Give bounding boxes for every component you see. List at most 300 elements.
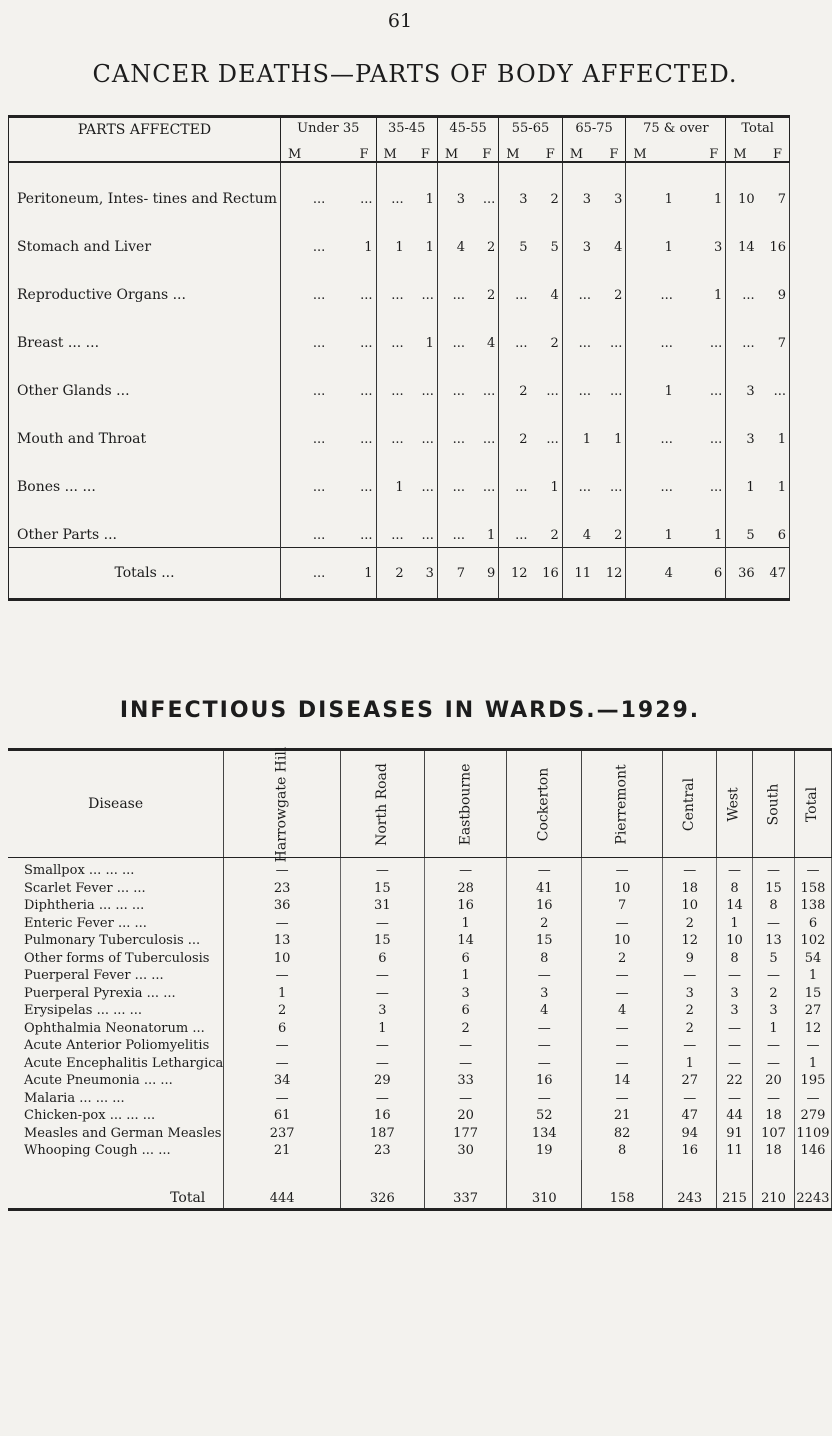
cancer-cell: 1 — [395, 240, 404, 255]
disease-cell: 13 — [224, 932, 341, 950]
disease-cell: — — [340, 985, 424, 1003]
disease-cell: 6 — [424, 1002, 507, 1020]
ward-total-cell: 337 — [424, 1160, 507, 1210]
disease-cell: — — [663, 1090, 717, 1108]
disease-cell: 16 — [424, 897, 507, 915]
disease-cell: 11 — [717, 1142, 752, 1160]
cancer-deaths-table — [8, 115, 790, 601]
disease-cell: 15 — [752, 880, 795, 898]
disease-cell: 3 — [340, 1002, 424, 1020]
disease-cell: — — [507, 1020, 582, 1038]
disease-cell: 15 — [507, 932, 582, 950]
disease-row — [8, 1020, 831, 1038]
cancer-row — [9, 259, 790, 307]
ward-name: North Road — [373, 762, 390, 846]
cancer-cell: 9 — [758, 259, 790, 307]
age-group-label: 35-45 — [387, 121, 426, 136]
infectious-totals-row — [8, 1160, 831, 1210]
infectious-table-body — [8, 858, 831, 1160]
cancer-row-label: Breast ... ... — [9, 307, 281, 355]
disease-label: Malaria ... ... ... — [8, 1090, 224, 1108]
cancer-cell: ... — [407, 355, 438, 403]
disease-cell: 12 — [795, 1020, 831, 1038]
cancer-cell: 14 — [738, 240, 755, 255]
cancer-cell: ... — [328, 403, 376, 451]
cancer-cell: ... — [312, 432, 326, 447]
cancer-cell: 5 — [531, 211, 563, 259]
cancer-table-header — [9, 117, 790, 163]
cancer-cell: ... — [660, 432, 673, 447]
disease-cell: 52 — [507, 1107, 582, 1125]
disease-label: Measles and German Measles — [8, 1125, 224, 1143]
cancer-total-cell: 12 — [594, 548, 626, 600]
sex-subheader — [380, 148, 434, 161]
disease-cell: 3 — [717, 985, 752, 1003]
disease-cell: 18 — [752, 1107, 795, 1125]
disease-cell: — — [795, 858, 831, 880]
cancer-cell: 1 — [664, 192, 673, 207]
cancer-cell: ... — [312, 384, 326, 399]
sex-subheader — [566, 148, 623, 161]
cancer-total-cell: 1 — [328, 548, 376, 600]
disease-cell: 1 — [717, 915, 752, 933]
cancer-table-title: CANCER DEATHS—PARTS OF BODY AFFECTED. — [92, 60, 738, 88]
cancer-cell: ... — [328, 499, 376, 548]
cancer-cell: 1 — [468, 499, 499, 548]
cancer-cell: ... — [391, 288, 404, 303]
cancer-cell: ... — [328, 451, 376, 499]
male-label: M — [444, 147, 459, 162]
disease-cell: — — [582, 1055, 663, 1073]
cancer-row — [9, 307, 790, 355]
disease-cell: — — [717, 1037, 752, 1055]
disease-cell: 28 — [424, 880, 507, 898]
male-label: M — [633, 147, 647, 162]
disease-label: Chicken-pox ... ... ... — [8, 1107, 224, 1125]
cancer-cell: ... — [452, 384, 466, 399]
disease-cell: 10 — [582, 880, 663, 898]
disease-cell: 279 — [795, 1107, 831, 1125]
disease-cell: 22 — [717, 1072, 752, 1090]
disease-cell: 20 — [752, 1072, 795, 1090]
disease-cell: — — [717, 1090, 752, 1108]
cancer-cell: ... — [452, 480, 466, 495]
disease-cell: — — [752, 1055, 795, 1073]
disease-cell: 3 — [507, 985, 582, 1003]
cancer-total-cell: 47 — [758, 548, 790, 600]
cancer-total-cell: ... — [281, 548, 329, 600]
cancer-cell: 1 — [676, 259, 726, 307]
cancer-cell: ... — [328, 355, 376, 403]
cancer-cell: ... — [531, 403, 563, 451]
sex-subheader — [441, 148, 495, 161]
disease-cell: 237 — [224, 1125, 341, 1143]
disease-row — [8, 1125, 831, 1143]
cancer-cell: 2 — [594, 499, 626, 548]
cancer-row-label: Stomach and Liver — [9, 211, 281, 259]
male-label: M — [383, 147, 397, 162]
cancer-cell: ... — [578, 480, 592, 495]
cancer-cell: 10 — [738, 192, 755, 207]
ward-total-cell: 2243 — [795, 1160, 831, 1210]
cancer-cell: 3 — [582, 192, 592, 207]
ward-column-header — [752, 750, 795, 858]
cancer-total-cell: 6 — [676, 548, 726, 600]
cancer-cell: 7 — [758, 307, 790, 355]
cancer-cell: 2 — [531, 307, 563, 355]
ward-name: Pierremont — [613, 763, 630, 845]
cancer-cell: 2 — [531, 162, 563, 211]
disease-row — [8, 897, 831, 915]
disease-cell: 10 — [663, 897, 717, 915]
ward-name: Harrowgate Hill — [273, 746, 290, 862]
cancer-cell: 2 — [519, 432, 528, 447]
cancer-cell: 4 — [531, 259, 563, 307]
disease-row — [8, 1002, 831, 1020]
disease-row — [8, 985, 831, 1003]
disease-cell: 16 — [507, 1072, 582, 1090]
sex-subheader — [629, 148, 722, 161]
disease-cell: 8 — [582, 1142, 663, 1160]
cancer-cell: ... — [676, 307, 726, 355]
cancer-cell: ... — [391, 192, 404, 207]
disease-cell: — — [582, 915, 663, 933]
disease-cell: 47 — [663, 1107, 717, 1125]
cancer-cell: 3 — [746, 432, 755, 447]
cancer-row-label: Bones ... ... — [9, 451, 281, 499]
age-group-header — [626, 117, 726, 163]
disease-header: Disease — [8, 750, 224, 858]
disease-cell: 27 — [795, 1002, 831, 1020]
disease-cell: — — [582, 1020, 663, 1038]
disease-cell: — — [340, 1037, 424, 1055]
disease-cell: 2 — [663, 1002, 717, 1020]
cancer-cell: ... — [391, 336, 404, 351]
disease-cell: 8 — [507, 950, 582, 968]
cancer-total-cell: 4 — [626, 548, 676, 600]
ward-column-header — [795, 750, 831, 858]
cancer-cell: 4 — [582, 528, 592, 543]
cancer-total-cell: 9 — [468, 548, 499, 600]
disease-label: Pulmonary Tuberculosis ... — [8, 932, 224, 950]
cancer-cell: 1 — [746, 480, 755, 495]
cancer-cell: 2 — [468, 211, 499, 259]
cancer-total-cell: 7 — [437, 548, 468, 600]
disease-cell: 1 — [752, 1020, 795, 1038]
disease-cell: 2 — [224, 1002, 341, 1020]
cancer-cell: ... — [578, 384, 592, 399]
female-label: F — [709, 147, 719, 162]
disease-cell: — — [663, 1037, 717, 1055]
disease-cell: — — [224, 1090, 341, 1108]
male-label: M — [506, 147, 520, 162]
disease-cell: 2 — [507, 915, 582, 933]
disease-cell: 41 — [507, 880, 582, 898]
cancer-cell: ... — [312, 288, 326, 303]
disease-cell: 31 — [340, 897, 424, 915]
infectious-totals-label: Total — [8, 1160, 224, 1210]
cancer-total-cell: 3 — [407, 548, 438, 600]
sex-subheader — [284, 148, 372, 161]
disease-cell: 1 — [224, 985, 341, 1003]
disease-cell: 16 — [663, 1142, 717, 1160]
cancer-cell: ... — [407, 403, 438, 451]
disease-cell: 177 — [424, 1125, 507, 1143]
cancer-cell: ... — [515, 336, 528, 351]
disease-cell: 138 — [795, 897, 831, 915]
cancer-cell: ... — [312, 480, 326, 495]
disease-cell: 19 — [507, 1142, 582, 1160]
cancer-cell: ... — [758, 355, 790, 403]
cancer-cell: ... — [515, 528, 528, 543]
cancer-cell: ... — [391, 528, 404, 543]
female-label: F — [420, 147, 430, 162]
cancer-cell: ... — [468, 355, 499, 403]
cancer-cell: ... — [391, 384, 404, 399]
disease-cell: — — [340, 1055, 424, 1073]
disease-cell: 2 — [663, 1020, 717, 1038]
age-group-label: Under 35 — [297, 121, 360, 136]
disease-cell: — — [424, 858, 507, 880]
disease-cell: — — [582, 858, 663, 880]
disease-cell: — — [752, 1090, 795, 1108]
disease-cell: — — [582, 1090, 663, 1108]
cancer-cell: ... — [742, 336, 755, 351]
cancer-total-cell: 12 — [499, 548, 531, 600]
disease-cell: 34 — [224, 1072, 341, 1090]
disease-cell: — — [340, 858, 424, 880]
disease-cell: 10 — [717, 932, 752, 950]
disease-row — [8, 1055, 831, 1073]
disease-cell: — — [224, 1037, 341, 1055]
disease-row — [8, 932, 831, 950]
disease-label: Other forms of Tuberculosis — [8, 950, 224, 968]
cancer-cell: ... — [328, 162, 376, 211]
disease-cell: 2 — [424, 1020, 507, 1038]
cancer-row-label: Mouth and Throat — [9, 403, 281, 451]
ward-column-header — [582, 750, 663, 858]
cancer-cell: 1 — [664, 528, 673, 543]
cancer-cell: 4 — [456, 240, 466, 255]
disease-cell: 91 — [717, 1125, 752, 1143]
cancer-cell: 5 — [746, 528, 755, 543]
age-group-label: 65-75 — [575, 121, 613, 136]
infectious-diseases-table — [8, 748, 832, 1211]
ward-name: Total — [804, 786, 821, 822]
disease-cell: 23 — [224, 880, 341, 898]
ward-total-cell: 210 — [752, 1160, 795, 1210]
cancer-cell: ... — [578, 336, 592, 351]
cancer-cell: 1 — [531, 451, 563, 499]
cancer-cell: ... — [328, 307, 376, 355]
ward-column-header — [507, 750, 582, 858]
ward-column-header — [424, 750, 507, 858]
cancer-cell: 1 — [664, 240, 673, 255]
ward-total-cell: 326 — [340, 1160, 424, 1210]
disease-cell: 6 — [340, 950, 424, 968]
cancer-cell: ... — [452, 432, 466, 447]
disease-cell: — — [224, 858, 341, 880]
disease-cell: 21 — [582, 1107, 663, 1125]
disease-cell: 5 — [752, 950, 795, 968]
cancer-cell: ... — [468, 451, 499, 499]
disease-cell: 20 — [424, 1107, 507, 1125]
page-number: 61 — [387, 10, 413, 32]
disease-cell: — — [717, 1020, 752, 1038]
disease-cell: — — [752, 967, 795, 985]
disease-cell: 1 — [340, 1020, 424, 1038]
cancer-cell: ... — [391, 432, 404, 447]
cancer-cell: 1 — [395, 480, 404, 495]
disease-cell: 44 — [717, 1107, 752, 1125]
cancer-cell: 1 — [676, 499, 726, 548]
ward-total-cell: 444 — [224, 1160, 341, 1210]
disease-cell: 187 — [340, 1125, 424, 1143]
age-group-label: 75 & over — [643, 121, 709, 136]
disease-cell: 14 — [717, 897, 752, 915]
cancer-cell: ... — [452, 336, 466, 351]
disease-cell: 33 — [424, 1072, 507, 1090]
ward-name: South — [765, 783, 782, 825]
disease-cell: 2 — [663, 915, 717, 933]
female-label: F — [482, 147, 492, 162]
female-label: F — [359, 147, 369, 162]
disease-cell: 36 — [224, 897, 341, 915]
female-label: F — [609, 147, 619, 162]
sex-subheader — [502, 148, 559, 161]
disease-cell: 8 — [717, 880, 752, 898]
cancer-total-cell: 2 — [376, 548, 407, 600]
disease-cell: 15 — [340, 932, 424, 950]
disease-cell: — — [795, 1037, 831, 1055]
age-group-header — [376, 117, 437, 163]
cancer-cell: ... — [452, 288, 466, 303]
disease-row — [8, 858, 831, 880]
cancer-cell: ... — [407, 451, 438, 499]
cancer-cell: ... — [407, 259, 438, 307]
disease-cell: 3 — [717, 1002, 752, 1020]
cancer-cell: ... — [676, 403, 726, 451]
disease-cell: — — [752, 858, 795, 880]
disease-cell: 30 — [424, 1142, 507, 1160]
male-label: M — [288, 147, 302, 162]
age-group-header — [437, 117, 498, 163]
cancer-totals-label: Totals ... — [9, 548, 281, 600]
disease-cell: 3 — [752, 1002, 795, 1020]
cancer-cell: ... — [531, 355, 563, 403]
disease-cell: — — [663, 967, 717, 985]
disease-cell: 1109 — [796, 1125, 830, 1141]
disease-cell: 1 — [795, 967, 831, 985]
disease-cell: — — [582, 985, 663, 1003]
parts-affected-header: PARTS AFFECTED — [9, 117, 281, 163]
ward-name: Central — [681, 777, 698, 831]
disease-cell: 54 — [795, 950, 831, 968]
disease-label: Erysipelas ... ... ... — [8, 1002, 224, 1020]
cancer-row-label: Reproductive Organs ... — [9, 259, 281, 307]
disease-cell: 94 — [663, 1125, 717, 1143]
disease-cell: 21 — [224, 1142, 341, 1160]
cancer-cell: ... — [468, 162, 499, 211]
cancer-cell: 2 — [531, 499, 563, 548]
male-label: M — [733, 147, 747, 162]
disease-cell: 12 — [663, 932, 717, 950]
cancer-cell: ... — [660, 336, 673, 351]
cancer-row — [9, 355, 790, 403]
disease-cell: 1 — [424, 915, 507, 933]
ward-column-header — [663, 750, 717, 858]
cancer-cell: 3 — [456, 192, 466, 207]
disease-cell: — — [424, 1090, 507, 1108]
cancer-cell: ... — [312, 336, 326, 351]
disease-cell: 18 — [752, 1142, 795, 1160]
disease-cell: 23 — [340, 1142, 424, 1160]
cancer-cell: ... — [407, 499, 438, 548]
disease-row — [8, 1107, 831, 1125]
ward-total-cell: 158 — [582, 1160, 663, 1210]
disease-label: Puerperal Fever ... ... — [8, 967, 224, 985]
disease-row — [8, 915, 831, 933]
cancer-row — [9, 162, 790, 211]
disease-cell: 4 — [582, 1002, 663, 1020]
disease-cell: 61 — [224, 1107, 341, 1125]
cancer-total-cell: 36 — [726, 548, 758, 600]
age-group-header — [499, 117, 563, 163]
disease-cell: — — [582, 1037, 663, 1055]
disease-row — [8, 880, 831, 898]
disease-label: Acute Pneumonia ... ... — [8, 1072, 224, 1090]
disease-cell: 6 — [795, 915, 831, 933]
disease-cell: 107 — [752, 1125, 795, 1143]
disease-cell: 1 — [663, 1055, 717, 1073]
cancer-cell: 1 — [328, 211, 376, 259]
cancer-cell: 4 — [468, 307, 499, 355]
disease-cell: 16 — [507, 897, 582, 915]
cancer-cell: 1 — [664, 384, 673, 399]
disease-cell: — — [663, 858, 717, 880]
cancer-cell: ... — [452, 528, 466, 543]
disease-cell: 18 — [663, 880, 717, 898]
ward-total-cell: 243 — [663, 1160, 717, 1210]
age-group-header — [726, 117, 790, 163]
disease-cell: 8 — [752, 897, 795, 915]
ward-total-cell: 310 — [507, 1160, 582, 1210]
disease-cell: 102 — [795, 932, 831, 950]
cancer-cell: 2 — [594, 259, 626, 307]
age-group-label: 55-65 — [511, 121, 550, 136]
male-label: M — [569, 147, 584, 162]
infectious-table-header — [8, 750, 831, 858]
sex-subheader — [729, 148, 786, 161]
disease-cell: — — [507, 1090, 582, 1108]
disease-label: Diphtheria ... ... ... — [8, 897, 224, 915]
infectious-table-title: INFECTIOUS DISEASES IN WARDS.—1929. — [119, 698, 701, 723]
disease-cell: — — [717, 967, 752, 985]
ward-column-header — [224, 746, 341, 862]
cancer-row — [9, 211, 790, 259]
disease-cell: — — [340, 915, 424, 933]
disease-label: Whooping Cough ... ... — [8, 1142, 224, 1160]
ward-column-header — [717, 750, 752, 858]
disease-cell: — — [752, 1037, 795, 1055]
cancer-cell: ... — [594, 451, 626, 499]
disease-cell: — — [795, 1090, 831, 1108]
cancer-cell: ... — [312, 528, 326, 543]
cancer-cell: 3 — [582, 240, 592, 255]
cancer-row — [9, 499, 790, 548]
cancer-cell: 6 — [758, 499, 790, 548]
disease-cell: — — [340, 967, 424, 985]
